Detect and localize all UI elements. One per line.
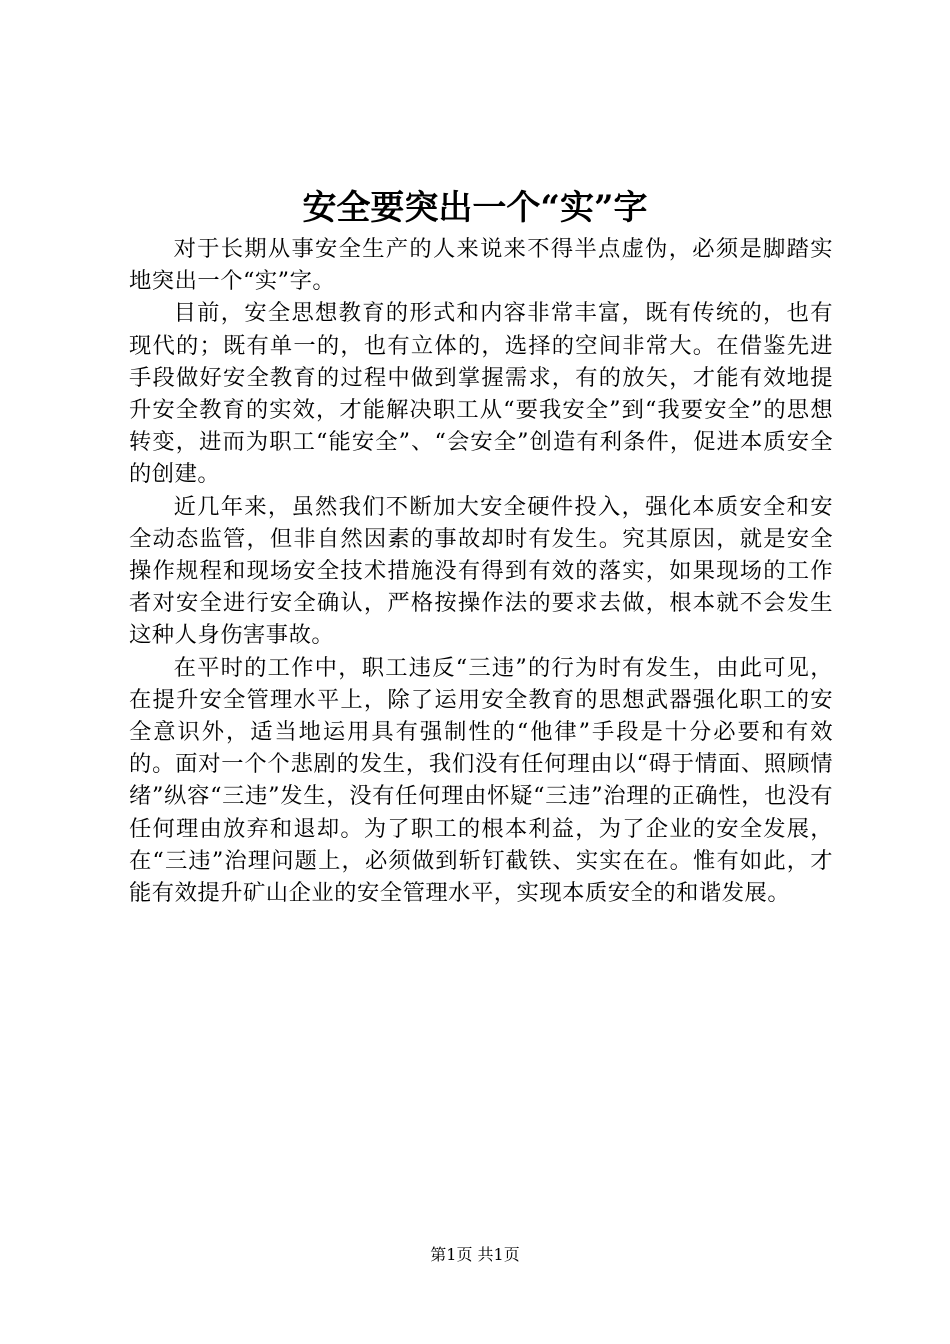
document-title: 安全要突出一个“实”字 (302, 188, 648, 228)
paragraph-1: 对于长期从事安全生产的人来说来不得半点虚伪，必须是脚踏实地突出一个“实”字。 (129, 236, 833, 295)
document-body (129, 233, 833, 909)
paragraph-3: 近几年来，虽然我们不断加大安全硬件投入，强化本质安全和安全动态监管，但非自然因素的事故却时有发生。究其原因，就是安全操作规程和现场安全技术措施没有得到有效的落实，如果现场的工作者对安全进行安全确认，严格按操作法的要求去做，根本就不会发生这种人身伤害事故。 (129, 493, 833, 649)
page-number-footer: 第1页 共1页 (430, 1245, 520, 1264)
paragraph-4: 在平时的工作中，职工违反“三违”的行为时有发生，由此可见，在提升安全管理水平上，除了运用安全教育的思想武器强化职工的安全意识外，适当地运用具有强制性的“他律”手段是十分必要和有效的。面对一个个悲剧的发生，我们没有任何理由以“碍于情面、照顾情绪”纵容“三违”发生，没有任何理由怀疑“三违”治理的正确性，也没有任何理由放弃和退却。为了职工的根本利益，为了企业的安全发展，在“三违”治理问题上，必须做到斩钉截铁、实实在在。惟有如此，才能有效提升矿山企业的安全管理水平，实现本质安全的和谐发展。 (129, 654, 833, 907)
paragraph-2: 目前，安全思想教育的形式和内容非常丰富，既有传统的，也有现代的；既有单一的，也有立体的，选择的空间非常大。在借鉴先进手段做好安全教育的过程中做到掌握需求，有的放矢，才能有效地提升安全教育的实效，才能解决职工从“要我安全”到“我要安全”的思想转变，进而为职工“能安全”、“会安全”创造有利条件，促进本质安全的创建。 (129, 300, 833, 488)
